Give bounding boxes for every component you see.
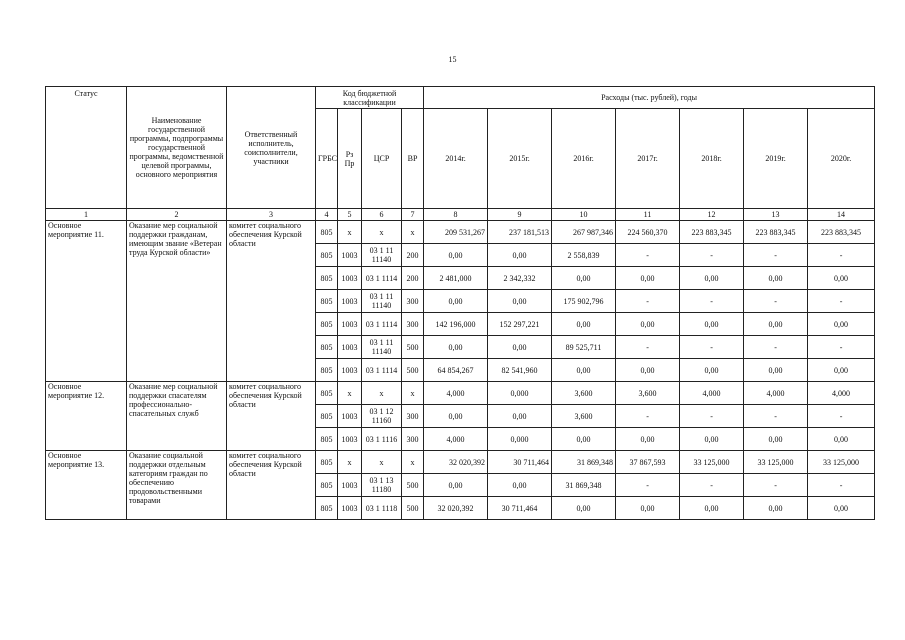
csr-cell: 03 1 11 11140	[362, 336, 402, 359]
amount-2014-cell: 0,00	[424, 290, 488, 313]
amount-2018-cell: 0,00	[680, 267, 744, 290]
csr-cell: х	[362, 382, 402, 405]
amount-2016-cell: 0,00	[552, 497, 616, 520]
column-number: 12	[680, 209, 744, 221]
amount-2015-cell: 0,000	[488, 428, 552, 451]
rzpr-cell: 1003	[338, 313, 362, 336]
amount-2020-cell: -	[808, 336, 875, 359]
budget-table	[45, 86, 875, 520]
amount-2014-cell: 32 020,392	[424, 497, 488, 520]
amount-2015-cell: 2 342,332	[488, 267, 552, 290]
column-number: 2	[127, 209, 227, 221]
header-code-group: Код бюджетной классификации	[316, 87, 424, 109]
amount-2016-cell: 0,00	[552, 359, 616, 382]
executor-cell: комитет социального обеспечения Курской области	[227, 221, 316, 382]
column-number: 14	[808, 209, 875, 221]
amount-2019-cell: 0,00	[744, 313, 808, 336]
status-cell: Основное мероприятие 12.	[46, 382, 127, 451]
amount-2020-cell: 0,00	[808, 497, 875, 520]
name-cell: Оказание мер социальной поддержки спасателям профессионально-спасательных служб	[127, 382, 227, 451]
amount-2014-cell: 0,00	[424, 405, 488, 428]
grbs-cell: 805	[316, 382, 338, 405]
rzpr-cell: 1003	[338, 290, 362, 313]
vr-cell: х	[402, 382, 424, 405]
amount-2018-cell: -	[680, 405, 744, 428]
header-csr: ЦСР	[362, 109, 402, 209]
rzpr-cell: 1003	[338, 428, 362, 451]
status-cell: Основное мероприятие 13.	[46, 451, 127, 520]
amount-2019-cell: 223 883,345	[744, 221, 808, 244]
csr-cell: 03 1 13 11180	[362, 474, 402, 497]
amount-2017-cell: 3,600	[616, 382, 680, 405]
grbs-cell: 805	[316, 359, 338, 382]
column-number: 8	[424, 209, 488, 221]
amount-2015-cell: 0,00	[488, 474, 552, 497]
amount-2016-cell: 267 987,346	[552, 221, 616, 244]
header-rzpr: Рз Пр	[338, 109, 362, 209]
column-number: 4	[316, 209, 338, 221]
amount-2014-cell: 4,000	[424, 428, 488, 451]
amount-2016-cell: 0,00	[552, 313, 616, 336]
rzpr-cell: 1003	[338, 497, 362, 520]
vr-cell: 300	[402, 428, 424, 451]
rzpr-cell: 1003	[338, 405, 362, 428]
amount-2017-cell: 0,00	[616, 497, 680, 520]
amount-2018-cell: 0,00	[680, 428, 744, 451]
grbs-cell: 805	[316, 405, 338, 428]
amount-2019-cell: -	[744, 244, 808, 267]
grbs-cell: 805	[316, 313, 338, 336]
amount-2015-cell: 152 297,221	[488, 313, 552, 336]
column-number: 11	[616, 209, 680, 221]
amount-2014-cell: 0,00	[424, 244, 488, 267]
header-grbs: ГРБС	[316, 109, 338, 209]
header-year-2018: 2018г.	[680, 109, 744, 209]
amount-2017-cell: -	[616, 474, 680, 497]
csr-cell: х	[362, 221, 402, 244]
header-executor: Ответственный исполнитель, соисполнители, участники	[227, 87, 316, 209]
grbs-cell: 805	[316, 497, 338, 520]
amount-2014-cell: 209 531,267	[424, 221, 488, 244]
grbs-cell: 805	[316, 474, 338, 497]
amount-2017-cell: 0,00	[616, 267, 680, 290]
amount-2018-cell: -	[680, 290, 744, 313]
rzpr-cell: х	[338, 221, 362, 244]
csr-cell: 03 1 1114	[362, 313, 402, 336]
column-number: 5	[338, 209, 362, 221]
amount-2016-cell: 0,00	[552, 428, 616, 451]
amount-2019-cell: 0,00	[744, 497, 808, 520]
amount-2017-cell: -	[616, 405, 680, 428]
amount-2020-cell: 0,00	[808, 359, 875, 382]
vr-cell: 500	[402, 497, 424, 520]
rzpr-cell: 1003	[338, 336, 362, 359]
amount-2018-cell: -	[680, 474, 744, 497]
rzpr-cell: 1003	[338, 359, 362, 382]
amount-2015-cell: 82 541,960	[488, 359, 552, 382]
amount-2015-cell: 0,00	[488, 290, 552, 313]
amount-2014-cell: 4,000	[424, 382, 488, 405]
amount-2019-cell: 0,00	[744, 267, 808, 290]
column-number: 9	[488, 209, 552, 221]
vr-cell: х	[402, 451, 424, 474]
amount-2019-cell: -	[744, 474, 808, 497]
amount-2015-cell: 237 181,513	[488, 221, 552, 244]
amount-2016-cell: 31 869,348	[552, 474, 616, 497]
amount-2020-cell: 0,00	[808, 428, 875, 451]
vr-cell: 200	[402, 267, 424, 290]
amount-2014-cell: 0,00	[424, 336, 488, 359]
amount-2014-cell: 142 196,000	[424, 313, 488, 336]
column-number: 1	[46, 209, 127, 221]
amount-2017-cell: 0,00	[616, 313, 680, 336]
amount-2017-cell: -	[616, 336, 680, 359]
csr-cell: 03 1 12 11160	[362, 405, 402, 428]
status-cell: Основное мероприятие 11.	[46, 221, 127, 382]
amount-2016-cell: 0,00	[552, 267, 616, 290]
amount-2020-cell: 33 125,000	[808, 451, 875, 474]
amount-2015-cell: 30 711,464	[488, 451, 552, 474]
amount-2014-cell: 2 481,000	[424, 267, 488, 290]
vr-cell: 500	[402, 336, 424, 359]
rzpr-cell: 1003	[338, 474, 362, 497]
amount-2016-cell: 175 902,796	[552, 290, 616, 313]
name-cell: Оказание социальной поддержки отдельным категориям граждан по обеспечению продовольственными товарами	[127, 451, 227, 520]
amount-2020-cell: -	[808, 474, 875, 497]
csr-cell: 03 1 1114	[362, 267, 402, 290]
amount-2016-cell: 3,600	[552, 382, 616, 405]
csr-cell: 03 1 1116	[362, 428, 402, 451]
grbs-cell: 805	[316, 451, 338, 474]
grbs-cell: 805	[316, 336, 338, 359]
grbs-cell: 805	[316, 267, 338, 290]
amount-2020-cell: 223 883,345	[808, 221, 875, 244]
amount-2018-cell: 223 883,345	[680, 221, 744, 244]
header-year-2017: 2017г.	[616, 109, 680, 209]
header-status: Статус	[46, 87, 127, 209]
amount-2016-cell: 89 525,711	[552, 336, 616, 359]
grbs-cell: 805	[316, 290, 338, 313]
amount-2020-cell: -	[808, 244, 875, 267]
csr-cell: 03 1 1114	[362, 359, 402, 382]
header-year-2019: 2019г.	[744, 109, 808, 209]
table-row	[46, 221, 875, 244]
rzpr-cell: 1003	[338, 267, 362, 290]
amount-2019-cell: 0,00	[744, 359, 808, 382]
amount-2015-cell: 30 711,464	[488, 497, 552, 520]
vr-cell: 300	[402, 290, 424, 313]
rzpr-cell: 1003	[338, 244, 362, 267]
column-number: 7	[402, 209, 424, 221]
grbs-cell: 805	[316, 221, 338, 244]
column-number-row	[46, 209, 875, 221]
csr-cell: х	[362, 451, 402, 474]
amount-2018-cell: 0,00	[680, 359, 744, 382]
amount-2019-cell: 4,000	[744, 382, 808, 405]
amount-2020-cell: 0,00	[808, 267, 875, 290]
rzpr-cell: х	[338, 382, 362, 405]
amount-2018-cell: -	[680, 336, 744, 359]
column-number: 3	[227, 209, 316, 221]
executor-cell: комитет социального обеспечения Курской области	[227, 451, 316, 520]
header-year-2016: 2016г.	[552, 109, 616, 209]
column-number: 13	[744, 209, 808, 221]
vr-cell: 500	[402, 359, 424, 382]
amount-2020-cell: -	[808, 290, 875, 313]
vr-cell: 200	[402, 244, 424, 267]
amount-2018-cell: 0,00	[680, 313, 744, 336]
amount-2017-cell: 0,00	[616, 359, 680, 382]
amount-2019-cell: -	[744, 290, 808, 313]
header-vr: ВР	[402, 109, 424, 209]
table-row	[46, 382, 875, 405]
grbs-cell: 805	[316, 428, 338, 451]
amount-2019-cell: -	[744, 405, 808, 428]
amount-2018-cell: 4,000	[680, 382, 744, 405]
vr-cell: х	[402, 221, 424, 244]
header-name: Наименование государственной программы, подпрограммы государственной программы, ведомственной целевой программы, основного мероприятия	[127, 87, 227, 209]
amount-2018-cell: -	[680, 244, 744, 267]
amount-2016-cell: 3,600	[552, 405, 616, 428]
amount-2014-cell: 64 854,267	[424, 359, 488, 382]
amount-2017-cell: 37 867,593	[616, 451, 680, 474]
rzpr-cell: х	[338, 451, 362, 474]
amount-2020-cell: 4,000	[808, 382, 875, 405]
amount-2016-cell: 31 869,348	[552, 451, 616, 474]
amount-2015-cell: 0,000	[488, 382, 552, 405]
csr-cell: 03 1 11 11140	[362, 290, 402, 313]
header-expenses-group: Расходы (тыс. рублей), годы	[424, 87, 875, 109]
amount-2019-cell: 0,00	[744, 428, 808, 451]
amount-2014-cell: 0,00	[424, 474, 488, 497]
amount-2020-cell: -	[808, 405, 875, 428]
csr-cell: 03 1 11 11140	[362, 244, 402, 267]
amount-2019-cell: -	[744, 336, 808, 359]
header-year-2015: 2015г.	[488, 109, 552, 209]
vr-cell: 300	[402, 405, 424, 428]
vr-cell: 300	[402, 313, 424, 336]
header-year-2014: 2014г.	[424, 109, 488, 209]
amount-2018-cell: 33 125,000	[680, 451, 744, 474]
amount-2017-cell: 224 560,370	[616, 221, 680, 244]
grbs-cell: 805	[316, 244, 338, 267]
amount-2017-cell: -	[616, 244, 680, 267]
table-row	[46, 451, 875, 474]
csr-cell: 03 1 1118	[362, 497, 402, 520]
amount-2016-cell: 2 558,839	[552, 244, 616, 267]
amount-2015-cell: 0,00	[488, 336, 552, 359]
amount-2020-cell: 0,00	[808, 313, 875, 336]
amount-2014-cell: 32 020,392	[424, 451, 488, 474]
header-year-2020: 2020г.	[808, 109, 875, 209]
column-number: 10	[552, 209, 616, 221]
column-number: 6	[362, 209, 402, 221]
amount-2017-cell: -	[616, 290, 680, 313]
page-number: 15	[448, 55, 457, 64]
amount-2015-cell: 0,00	[488, 405, 552, 428]
name-cell: Оказание мер социальной поддержки гражданам, имеющим звание «Ветеран труда Курской области»	[127, 221, 227, 382]
amount-2019-cell: 33 125,000	[744, 451, 808, 474]
executor-cell: комитет социального обеспечения Курской области	[227, 382, 316, 451]
vr-cell: 500	[402, 474, 424, 497]
amount-2015-cell: 0,00	[488, 244, 552, 267]
table-body	[46, 221, 875, 520]
amount-2017-cell: 0,00	[616, 428, 680, 451]
amount-2018-cell: 0,00	[680, 497, 744, 520]
